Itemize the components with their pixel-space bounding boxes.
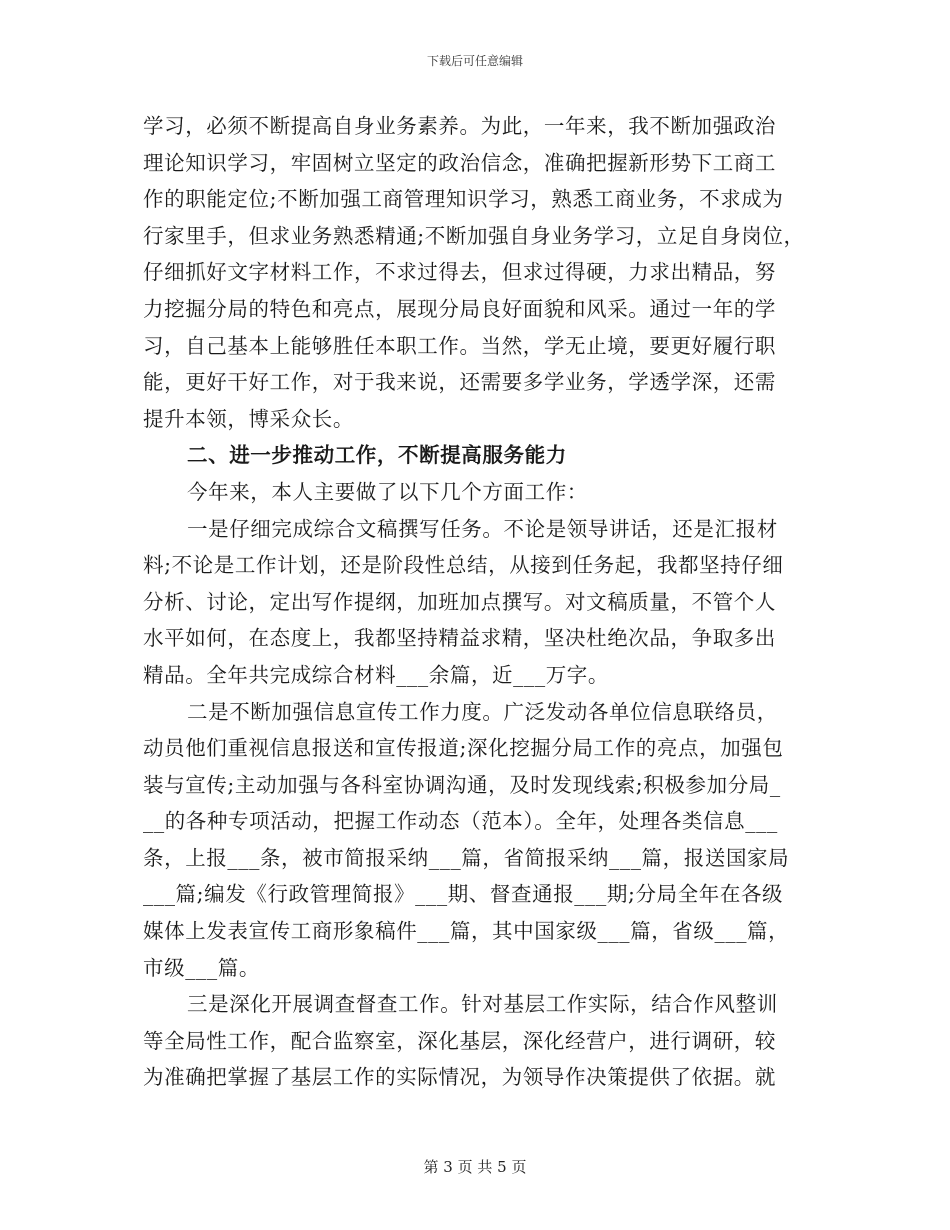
paragraph-line: 装与宣传;主动加强与各科室协调沟通，及时发现线索;积极参加分局_ xyxy=(143,772,781,797)
paragraph-line: 今年来，本人主要做了以下几个方面工作： xyxy=(187,479,588,504)
paragraph-line: 媒体上发表宣传工商形象稿件___篇，其中国家级___篇，省级___篇， xyxy=(143,919,790,944)
document-body xyxy=(143,108,813,1096)
paragraph-line: 水平如何，在态度上，我都坚持精益求精，坚决杜绝次品，争取多出 xyxy=(143,626,776,651)
paragraph-line: 行家里手，但求业务熟悉精通;不断加强自身业务学习，立足自身岗位， xyxy=(143,223,805,248)
paragraph-line: ___篇;编发《行政管理简报》___期、督查通报___期;分局全年在各级 xyxy=(143,882,784,907)
paragraph-line: 仔细抓好文字材料工作，不求过得去，但求过得硬，力求出精品，努 xyxy=(143,260,776,285)
page-footer: 第 3 页 共 5 页 xyxy=(423,1158,527,1176)
paragraph-line: 能，更好干好工作，对于我来说，还需要多学业务，学透学深，还需 xyxy=(143,370,776,395)
paragraph-line: 一是仔细完成综合文稿撰写任务。不论是领导讲话，还是汇报材 xyxy=(187,516,778,541)
page-header: 下载后可任意编辑 xyxy=(426,54,523,68)
paragraph-line: 学习，必须不断提高自身业务素养。为此，一年来，我不断加强政治 xyxy=(143,114,776,138)
paragraph-line: 料;不论是工作计划，还是阶段性总结，从接到任务起，我都坚持仔细 xyxy=(143,553,784,578)
paragraph-line: 三是深化开展调查督查工作。针对基层工作实际，结合作风整训 xyxy=(187,992,778,1017)
paragraph-line: 为准确把掌握了基层工作的实际情况，为领导作决策提供了依据。就 xyxy=(143,1065,776,1090)
paragraph-line: 条，上报___条，被市简报采纳___篇，省简报采纳___篇，报送国家局 xyxy=(143,845,790,870)
paragraph-line: 二是不断加强信息宣传工作力度。广泛发动各单位信息联络员， xyxy=(187,699,778,724)
paragraph-line: 提升本领，博采众长。 xyxy=(143,406,354,431)
paragraph-line: 等全局性工作，配合监察室，深化基层，深化经营户，进行调研，较 xyxy=(143,1028,776,1053)
paragraph-line: 习，自己基本上能够胜任本职工作。当然，学无止境，要更好履行职 xyxy=(143,333,776,358)
paragraph-line: 动员他们重视信息报送和宣传报道;深化挖掘分局工作的亮点，加强包 xyxy=(143,736,784,761)
paragraph-line: 理论知识学习，牢固树立坚定的政治信念，准确把握新形势下工商工 xyxy=(143,150,776,175)
paragraph-line: 作的职能定位;不断加强工商管理知识学习，熟悉工商业务，不求成为 xyxy=(143,187,784,212)
paragraph-line: 精品。全年共完成综合材料___余篇，近___万字。 xyxy=(143,662,609,687)
paragraph-line: 力挖掘分局的特色和亮点，展现分局良好面貌和风采。通过一年的学 xyxy=(143,296,776,321)
section-heading: 二、进一步推动工作，不断提高服务能力 xyxy=(187,443,567,468)
paragraph-line: 分析、讨论，定出写作提纲，加班加点撰写。对文稿质量，不管个人 xyxy=(143,589,776,614)
paragraph-line: 市级___篇。 xyxy=(143,955,260,980)
paragraph-line: __的各种专项活动，把握工作动态（范本）。全年，处理各类信息___ xyxy=(143,809,778,834)
